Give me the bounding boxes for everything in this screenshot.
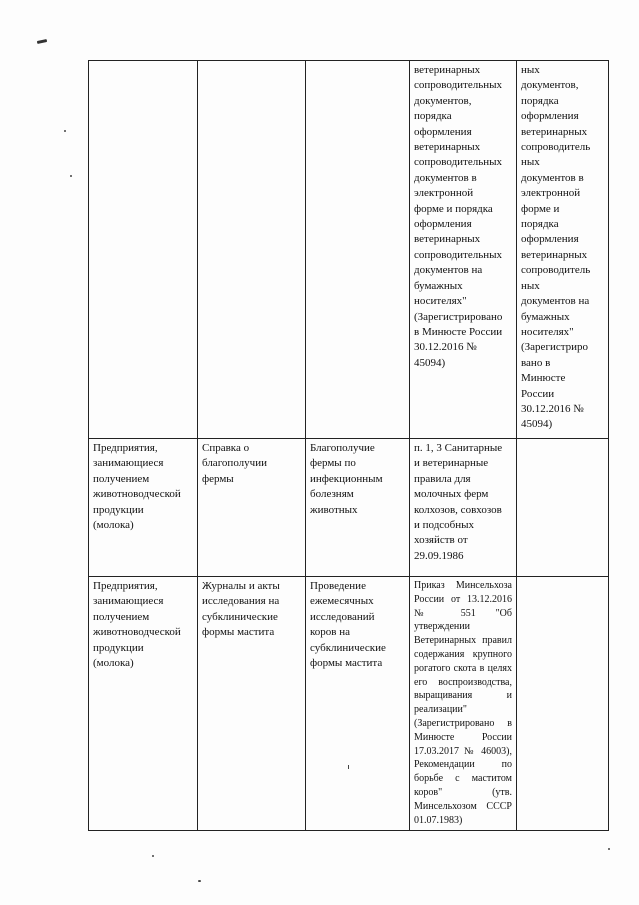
table-cell <box>306 577 410 831</box>
table-row <box>89 577 609 831</box>
table-cell <box>410 61 517 439</box>
table-cell <box>306 61 410 439</box>
cell-text: Проведение ежемесячных исследований коров на субклинические формы мастита <box>310 580 386 670</box>
cell-text: Приказ Минсельхоза России от 13.12.2016 № 551 "Об утверждении Ветеринарных правил содержания крупного рогатого скота в целях его воспроизводства, выращивания и реализации" (Зарегистрировано в Минюсте России 17.03.2017 № 46003), Рекомендации по борьбе с маститом коров" (утв. Минсельхозом СССР 01.07.1983) <box>414 580 512 826</box>
table-cell <box>198 61 306 439</box>
scan-speck <box>64 130 66 132</box>
cell-text: Благополучие фермы по инфекционным болезням животных <box>310 442 383 516</box>
cell-text: ветеринарных сопроводительных документов, порядка оформления ветеринарных сопроводительных документов в электронной форме и порядка оформления ветеринарных сопроводительных документов на бумажных носителях" (Зарегистрировано в Минюсте России 30.12.2016 № 45094) <box>414 64 503 369</box>
table-cell <box>89 439 198 577</box>
cell-text: Предприятия, занимающиеся получением животноводческой продукции (молока) <box>93 580 181 670</box>
cell-text: п. 1, 3 Санитарные и ветеринарные правила для молочных ферм колхозов, совхозов и подсобных хозяйств от 29.09.1986 <box>414 442 503 562</box>
table-cell <box>517 577 609 831</box>
cell-text: Предприятия, занимающиеся получением животноводческой продукции (молока) <box>93 442 181 532</box>
regulation-table <box>88 60 609 831</box>
table-row <box>89 439 609 577</box>
table-cell <box>410 577 517 831</box>
cell-text: Журналы и акты исследования на субклинические формы мастита <box>202 580 280 639</box>
table-cell <box>89 577 198 831</box>
table-cell <box>517 439 609 577</box>
table-cell <box>410 439 517 577</box>
scan-mark <box>37 39 47 44</box>
scan-speck <box>608 848 610 850</box>
cell-text: Справка о благополучии фермы <box>202 442 267 485</box>
table-cell <box>198 439 306 577</box>
table-cell <box>306 439 410 577</box>
cell-text: ных документов, порядка оформления ветеринарных сопроводитель ных документов в электронной форме и порядка оформления ветеринарных сопроводитель ных документов на бумажных носителях" (Зарегистриро вано в Минюсте России 30.12.2016 № 45094) <box>521 64 591 431</box>
scan-speck <box>348 765 349 769</box>
scan-speck <box>152 855 154 857</box>
table-row <box>89 61 609 439</box>
table-cell <box>517 61 609 439</box>
scan-speck <box>198 880 201 882</box>
table-cell <box>89 61 198 439</box>
scan-speck <box>70 175 72 177</box>
table-cell <box>198 577 306 831</box>
